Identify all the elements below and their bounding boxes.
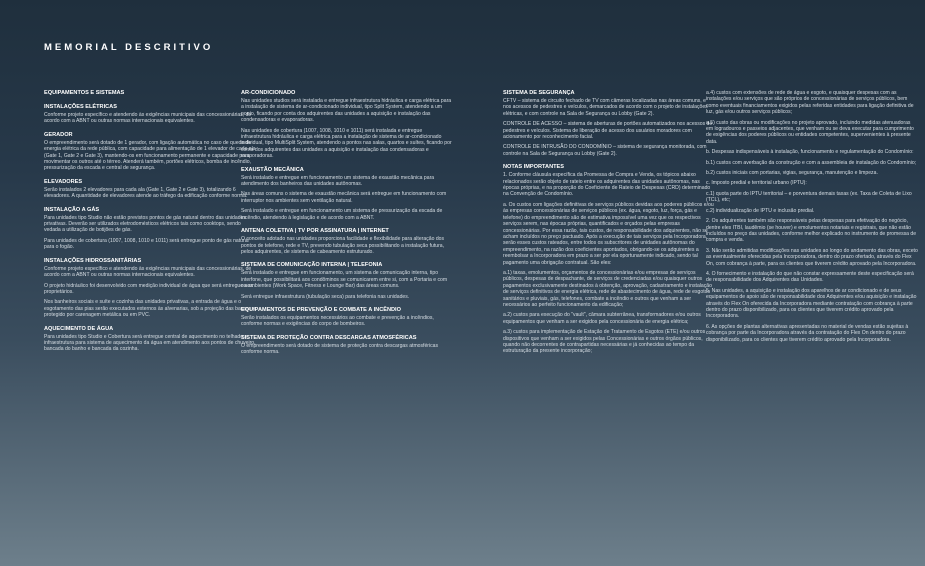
block-heading: ANTENA COLETIVA | TV POR ASSINATURA | INTERNET — [241, 228, 389, 235]
notes-block — [503, 164, 715, 355]
fire-block — [241, 307, 453, 328]
block-paragraph: Será instalado e entregue em funcionamento um sistema de exaustão mecânica para atendimento dos banheiros das unidades autônomas. — [241, 174, 435, 188]
block-paragraph: Para unidades tipo Studio não estão previstos pontos de gás natural dentro das unidades privativas. Deverão ser utilizados eletrodomésticos elétricos tais como cooktops, sendo vedada a utilização de botijões de gás. — [44, 214, 246, 234]
block-paragraph: 1. Conforme cláusula específica da Promessa de Compra e Venda, os tópicos abaixo relacionados serão objeto de rateio entre os adquirentes das unidades autônomas, nas épocas próprias, e na proporção do Coeficiente de Rateio de Despesas (CRD) determinado na Convenção de Condomínio. — [503, 172, 711, 198]
block-paragraph: Será instalado e entregue em funcionamento, um sistema de comunicação interna, tipo interfone, que possibilitará aos condôminos se comunicarem entre si, com a Portaria e com os ambientes (Work Space, Fitness e Lounge Bar) das áreas comuns. — [241, 270, 448, 290]
note-paragraph: 6. As opções de plantas alternativas apresentadas no material de vendas estão sujeitas à cobrança por parte da Incorporadora através da contratação do Flex On dentro do prazo disponibilizado, para os clientes que tiverem crédito aprovado pela Incorporadora. — [706, 323, 909, 343]
block-heading: SISTEMA DE SEGURANÇA — [503, 90, 575, 96]
block-paragraph: CONTROLE DE ACESSO – sistema de aberturas de portões automatizados nos acessos de pedestres e veículos. Sistema de liberação de acesso dos usuários moradores com acionamento por reconhecimento facial. — [503, 121, 713, 141]
block-paragraph: CONTROLE DE INTRUSÃO DO CONDOMÍNIO – sistema de segurança monitorada, com controle na Sala de Segurança ou Lobby (Gate 2). — [503, 144, 707, 157]
block-heading: NOTAS IMPORTANTES — [503, 164, 565, 171]
block-heading: EXAUSTÃO MECÂNICA — [241, 166, 304, 173]
column-1 — [44, 90, 256, 360]
block-paragraph: Nas unidades de cobertura (1007, 1008, 1010 e 1011) será instalada e entregue infraestrutura hidráulica e carga elétrica para a instalação de sistema de ar-condicionado individual, tipo MultiSplit System, atendendo a pontos nas salas, quartos e suítes, ficando por conta dos adquirentes das unidades a aquisição e instalação das condensadoras e evaporadoras. — [241, 127, 452, 160]
block-paragraph: a.1) taxas, emolumentos, orçamentos de concessionárias e/ou empresas de serviços públicos, despesas de despachante, de serviços de credenciadas e/ou quaisquer outros pagamentos exclusivamente destinados à obtenção, aprovação, cadastramento e instalação de serviços definitivos de energia elétrica, rede de abastecimento de água, rede de esgotos sanitários e pluviais, gás, telefones, combate a incêndio e outros que venham a ser necessários ao perfeito funcionamento da edificação; — [503, 269, 712, 308]
page-title: MEMORIAL DESCRITIVO — [44, 42, 214, 53]
block-paragraph: Para unidades de cobertura (1007, 1008, 1010 e 1011) será entregue ponto de gás natural para o fogão. — [44, 237, 249, 251]
block-heading: GERADOR — [44, 131, 73, 138]
block-paragraph: Serão instalados os equipamentos necessários ao combate e prevenção a incêndios, conforme normas e exigências do corpo de bombeiros. — [241, 314, 434, 328]
block-paragraph: a. Os custos com ligações definitivas de serviços públicos devidas aos poderes públicos e/ou às empresas concessionárias de serviços públicos (ex. água, esgoto, luz, força, gás e telefone) do empreendimento são de estimativa impossível uma vez que os respectivos serviços serem, nas épocas próprias, quantificados e orçados pelas empresas concessionárias. Por essa razão, tais custos, de responsabilidade dos adquirentes, não se acham incluídos no preço pactuado. Após a execução de tais serviços pela Incorporadora, serão esses custos rateados, entre todos os subscritores de unidades autônomas do empreendimento, na razão dos coeficientes apontados, obrigando-se os adquirentes a reembolsar a Incorporadora em prazo a ser por ela oportunamente indicado, sendo tal pagamento uma obrigação contratual. São eles: — [503, 201, 714, 266]
gas-block — [44, 207, 256, 251]
block-paragraph: a.2) custos para execução do "vault", câmara subterrânea, transformadores e/ou outros equipamentos que venham a ser exigidos pela concessionária de energia elétrica; — [503, 312, 701, 325]
block-paragraph: Conforme projeto específico e atendendo às exigências municipais das concessionárias, de acordo com a ABNT ou outras normas internacionais equivalentes. — [44, 112, 252, 125]
block-paragraph: Será entregue infraestrutura (tubulação seca) para telefonia nas unidades. — [241, 293, 410, 300]
note-paragraph: c.2) individualização de IPTU e inclusão predial. — [706, 207, 815, 214]
generator-block — [44, 132, 256, 172]
note-paragraph: a.4) custos com extensões de rede de água e esgoto, e quaisquer despesas com as instalações e/ou serviços que são próprios de concessionárias de serviços públicos, bem como eventuais financiamentos exigidos pelas referidas entidades para ligação definitiva de luz, gás e/ou outros serviços públicos; — [706, 90, 914, 116]
section-heading: EQUIPAMENTOS E SISTEMAS — [44, 90, 125, 96]
block-paragraph: Nas unidades studios será instalada e entregue infraestrutura hidráulica e carga elétrica para a instalação de sistema de ar-condicionado individual, tipo Split System, atendendo a um ponto, ficando por conta dos adquirentes das unidades a aquisição e instalação das condensadoras e evaporadoras. — [241, 98, 452, 124]
block-heading: INSTALAÇÕES HIDROSSANITÁRIAS — [44, 257, 142, 264]
block-paragraph: O empreendimento será dotado de sistema de proteção contra descargas atmosféricas conforme norma. — [241, 342, 439, 356]
block-paragraph: Nas áreas comuns o sistema de exaustão mecânica será entregue em funcionamento com interruptor nos ambientes sem ventilação natural. — [241, 191, 447, 204]
communication-block — [241, 262, 453, 300]
block-paragraph: Serão instalados 2 elevadores para cada ala (Gate 1, Gate 2 e Gate 3), totalizando 6 elevadores. A quantidade de elevadores atende ao tráfego da edificação conforme norma. — [44, 186, 248, 200]
water-heating-block — [44, 326, 256, 353]
note-paragraph: c.1) quota parte do IPTU territorial – e porventura demais taxas (ex. Taxa de Coleta de Lixo (TCL), etc; — [706, 190, 912, 204]
block-paragraph: O conceito adotado nas unidades proporciona facilidade e flexibilidade para alteração dos pontos de telefone, rede e TV, prevendo tubulação seca possibilitando a instalação futura, pelos adquirentes, de sistema de cabeamento estruturado. — [241, 236, 445, 255]
block-heading: INSTALAÇÕES ELÉTRICAS — [44, 104, 117, 110]
block-heading: SISTEMA DE COMUNICAÇÃO INTERNA | TELEFONIA — [241, 262, 383, 269]
column-2 — [241, 90, 453, 363]
note-paragraph: c. Imposto predial e territorial urbano (IPTU): — [706, 180, 807, 187]
block-paragraph: Nos banheiros sociais e suíte e cozinha das unidades privativas, a entrada de água e o esgotamento das pias serão executados externos às alvenarias, sob a projeção das bancas e protegido por carenagem metálica ou em PVC. — [44, 299, 256, 319]
elevators-block — [44, 179, 256, 200]
block-heading: ELEVADORES — [44, 178, 83, 185]
note-paragraph: b. Despesas indispensáveis à instalação, funcionamento e regulamentação do Condomínio: — [706, 149, 914, 156]
security-block — [503, 90, 715, 157]
block-heading: AR-CONDICIONADO — [241, 90, 296, 96]
antenna-block — [241, 228, 453, 255]
block-heading: SISTEMA DE PROTEÇÃO CONTRA DESCARGAS ATMOSFÉRICAS — [241, 334, 417, 341]
block-heading: EQUIPAMENTOS DE PREVENÇÃO E COMBATE A INCÊNDIO — [241, 306, 401, 313]
block-paragraph: O projeto hidráulico foi desenvolvido com medição individual de água que será entregue aos proprietários. — [44, 282, 253, 295]
block-paragraph: O empreendimento será dotado de 1 gerador, com ligação automática no caso de queda de energia elétrica da rede pública, com capacidade para alimentação de 1 elevador de cada ala (Gate 1, Gate 2 e Gate 3), mantendo-os em funcionamento permanente e capacidade para movimentar os outros até o térreo. Atenderá também, portões elétricos, bomba de incêndio, pressurização da escada e central de segurança. — [44, 139, 256, 172]
note-paragraph: 2. Os adquirentes também são responsáveis pelas despesas para efetivação do negócio, dentre eles ITBI, laudêmio (se houver) e emolumentos notariais e registrais, que não estão incluídos no preço das unidades, conforme melhor explicado no instrumento de promessa de compra e venda. — [706, 218, 917, 244]
note-paragraph: 3. Não serão admitidas modificações nas unidades ao longo do andamento das obras, exceto as eventualmente oferecidas pela Incorporadora, dentro do prazo ofertado, através do Flex On, com cobrança à parte, para os clientes que tiverem crédito aprovado pela Incorporadora. — [706, 247, 918, 267]
block-paragraph: a.3) custos para implementação de Estação de Tratamento de Esgotos (ETE) e/ou outros dispositivos que venham a ser exigidos pelas Concessionárias e outros órgãos públicos, quando não decorrentes de contrapartidas necessárias e já conhecidas ao tempo da estruturação da presente incorporação; — [503, 329, 706, 355]
note-paragraph: b.1) custos com averbação da construção e com a assembleia de instalação do Condomínio; — [706, 159, 917, 166]
ac-block — [241, 90, 453, 160]
note-paragraph: 5. Nas unidades, a aquisição e instalação dos aparelhos de ar condicionado e de seus equipamentos de apoio são de responsabilidade dos Adquirentes e/ou aquisição e instalação através do Flex On oferecida da Incorporadora mediante contratação com cobrança à parte dentro do prazo disponibilizado, para os clientes que tiverem crédito aprovado pela Incorporadora. — [706, 287, 917, 320]
block-paragraph: CFTV – sistema de circuito fechado de TV com câmeras localizadas nas áreas comuns, e nos acessos de pedestres e veículos, demarcados de acordo com o projeto de instalações elétricas, e com controle na Sala de Segurança ou Lobby (Gate 2). — [503, 98, 708, 117]
block-paragraph: Conforme projeto específico e atendendo às exigências municipais das concessionárias, de acordo com a ABNT ou outras normas internacionais equivalentes. — [44, 265, 252, 279]
block-paragraph: Será instalado e entregue em funcionamento um sistema de pressurização da escada de incêndio, atendendo à legislação e de acordo com a ABNT. — [241, 208, 443, 221]
block-heading: INSTALAÇÃO A GÁS — [44, 206, 100, 213]
note-paragraph: b.2) custos iniciais com portarias, vigias, segurança, manutenção e limpeza. — [706, 170, 878, 177]
block-heading: AQUECIMENTO DE ÁGUA — [44, 325, 114, 332]
note-paragraph: a.5) custo das obras ou modificações no projeto aprovado, incluindo medidas atenuadoras em logradouros e passeios adjacentes, que venham ou se deva executar para cumprimento de exigências dos poderes públicos ou entidades competentes, supervenientes à presente data. — [706, 119, 914, 145]
block-paragraph: Para unidades tipo Studio e Cobertura será entregue central de aquecimento no telhado e infraestrutura para sistema de aquecimento da água em atendimento aos pontos de chuveiro, bancada do banho e bancada da cozinha. — [44, 333, 256, 353]
plumbing-block — [44, 258, 256, 319]
lightning-block — [241, 335, 453, 356]
electrical-block — [44, 104, 256, 125]
exhaust-block — [241, 167, 453, 221]
column-3 — [503, 90, 715, 362]
column-4 — [706, 90, 918, 347]
note-paragraph: 4. O fornecimento e instalação do que não constar expressamente deste especificação será de responsabilidade dos Adquirentes das Unidades. — [706, 270, 914, 284]
